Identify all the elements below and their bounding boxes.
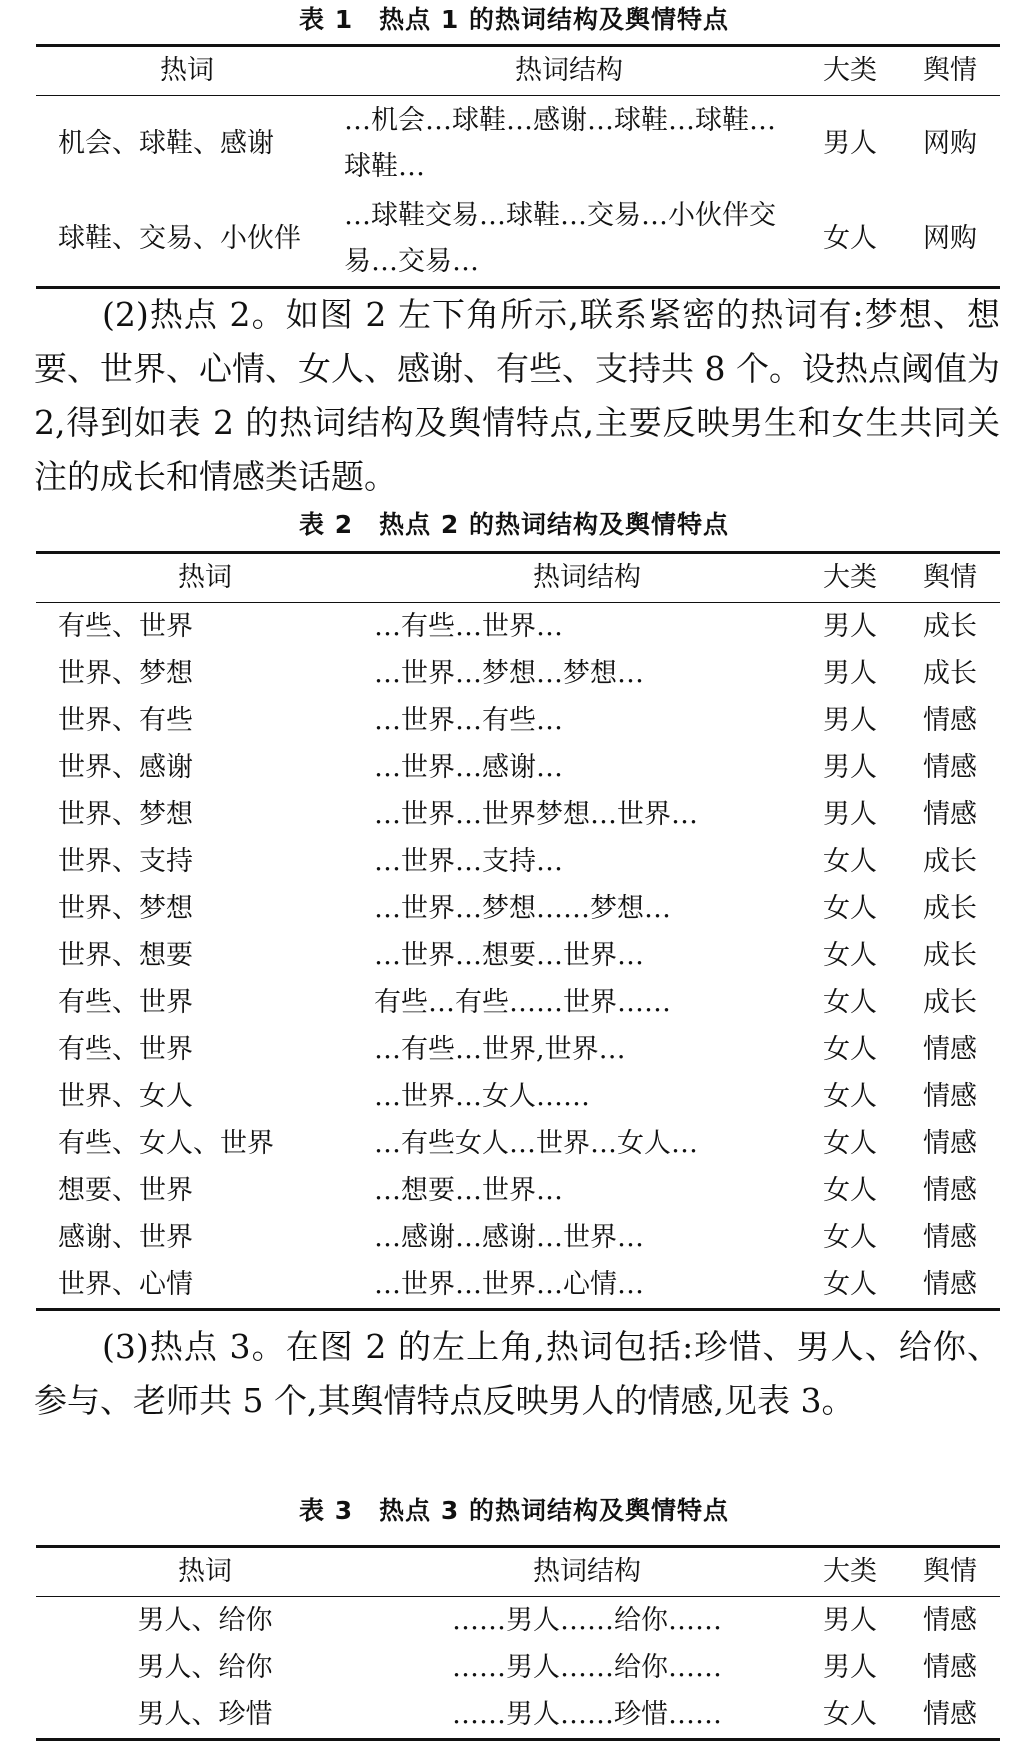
hot-words-cell: 想要、世界 <box>58 1174 193 1206</box>
hot-words-cell: 男人、珍惜 <box>36 1691 374 1740</box>
opinion-cell: 情感 <box>923 1033 977 1065</box>
hot-words-cell: 世界、心情 <box>36 1261 374 1310</box>
opinion-cell: 情感 <box>900 1691 1000 1740</box>
category-cell: 男人 <box>823 751 877 783</box>
hot-words-cell: 男人、给你 <box>137 1604 273 1636</box>
opinion-cell: 情感 <box>923 1221 977 1253</box>
opinion-cell: 网购 <box>900 191 1000 288</box>
table2-header-structure: 热词结构 <box>374 553 800 603</box>
category-cell: 男人 <box>823 704 877 736</box>
table1-caption: 表 1 热点 1 的热词结构及舆情特点 <box>299 5 729 34</box>
hot-words-cell: 世界、女人 <box>58 1080 193 1112</box>
word-structure-cell: …机会…球鞋…感谢…球鞋…球鞋…球鞋… <box>344 104 776 182</box>
table-row <box>36 885 1000 932</box>
table1-header-opinion: 舆情 <box>900 46 1000 96</box>
category-cell: 女人 <box>823 845 877 877</box>
category-cell: 男人 <box>823 1604 877 1636</box>
category-cell: 女人 <box>823 1080 877 1112</box>
opinion-cell: 情感 <box>923 1651 977 1683</box>
table-row <box>36 1597 1000 1645</box>
opinion-cell: 情感 <box>900 1261 1000 1310</box>
table-row <box>36 650 1000 697</box>
table3-caption: 表 3 热点 3 的热词结构及舆情特点 <box>299 1496 729 1525</box>
table-row <box>36 791 1000 838</box>
table-row <box>36 96 1000 192</box>
hot-words-cell: 机会、球鞋、感谢 <box>58 127 274 159</box>
word-structure-cell: …世界…女人…… <box>374 1080 590 1112</box>
category-cell: 女人 <box>823 986 877 1018</box>
opinion-cell: 成长 <box>923 845 977 877</box>
opinion-cell: 成长 <box>923 986 977 1018</box>
hot-words-cell: 世界、感谢 <box>58 751 193 783</box>
hot-words-cell: 世界、梦想 <box>58 892 193 924</box>
category-cell: 男人 <box>823 798 877 830</box>
hot-words-cell: 有些、世界 <box>58 610 193 642</box>
word-structure-cell: …有些女人…世界…女人… <box>374 1127 698 1159</box>
hot-words-cell: 有些、世界 <box>58 986 193 1018</box>
table2-header-opinion: 舆情 <box>900 553 1000 603</box>
table2-header-row <box>36 553 1000 603</box>
table1-header-words: 热词 <box>36 46 338 96</box>
category-cell: 男人 <box>823 657 877 689</box>
word-structure-cell: …世界…世界…心情… <box>374 1261 800 1310</box>
opinion-cell: 成长 <box>923 657 977 689</box>
table-row <box>36 744 1000 791</box>
category-cell: 女人 <box>823 939 877 971</box>
table-row <box>36 1691 1000 1740</box>
opinion-cell: 情感 <box>923 751 977 783</box>
table1 <box>36 44 1000 289</box>
word-structure-cell: …想要…世界… <box>374 1174 563 1206</box>
word-structure-cell: …世界…世界梦想…世界… <box>374 798 698 830</box>
table3 <box>36 1545 1000 1741</box>
table-row <box>36 979 1000 1026</box>
table3-header-category: 大类 <box>800 1547 900 1597</box>
hot-words-cell: 男人、给你 <box>137 1651 273 1683</box>
table1-header-row <box>36 46 1000 96</box>
table1-header-structure: 热词结构 <box>338 46 800 96</box>
word-structure-cell: …世界…梦想…梦想… <box>374 657 644 689</box>
hot-words-cell: 有些、世界 <box>58 1033 193 1065</box>
table-row <box>36 603 1000 651</box>
table-row <box>36 191 1000 288</box>
table3-header-structure: 热词结构 <box>374 1547 800 1597</box>
table-row <box>36 1073 1000 1120</box>
word-structure-cell: ……男人……给你…… <box>452 1604 722 1636</box>
table1-header-category: 大类 <box>800 46 900 96</box>
category-cell: 女人 <box>823 1174 877 1206</box>
category-cell: 女人 <box>800 1691 900 1740</box>
table3-header-opinion: 舆情 <box>900 1547 1000 1597</box>
table2-header-category: 大类 <box>800 553 900 603</box>
paragraph-hotspot2-text: (2)热点 2。如图 2 左下角所示,联系紧密的热词有:梦想、想要、世界、心情、女人、感谢、有些、支持共 8 个。设热点阈值为 2,得到如表 2 的热词结构及舆情特点,主要反映男生和女生共同关注的成长和情感类话题。 <box>34 295 1000 496</box>
table-row <box>36 697 1000 744</box>
paragraph-hotspot2 <box>34 288 1000 504</box>
table-row <box>36 932 1000 979</box>
table-row <box>36 1167 1000 1214</box>
table3-header-words: 热词 <box>36 1547 374 1597</box>
opinion-cell: 情感 <box>923 1604 977 1636</box>
opinion-cell: 网购 <box>923 127 977 159</box>
table-row <box>36 1214 1000 1261</box>
table-row <box>36 1261 1000 1310</box>
table3-header-row <box>36 1547 1000 1597</box>
word-structure-cell: …有些…世界… <box>374 610 563 642</box>
hot-words-cell: 世界、梦想 <box>58 798 193 830</box>
word-structure-cell: ……男人……给你…… <box>452 1651 722 1683</box>
table2-caption: 表 2 热点 2 的热词结构及舆情特点 <box>299 510 729 539</box>
category-cell: 女人 <box>823 1221 877 1253</box>
hot-words-cell: 世界、想要 <box>58 939 193 971</box>
opinion-cell: 成长 <box>923 610 977 642</box>
table-row <box>36 1644 1000 1691</box>
paragraph-hotspot3-text: (3)热点 3。在图 2 的左上角,热词包括:珍惜、男人、给你、参与、老师共 5 个,其舆情特点反映男人的情感,见表 3。 <box>34 1327 1000 1420</box>
word-structure-cell: …世界…有些… <box>374 704 563 736</box>
category-cell: 男人 <box>823 127 877 159</box>
word-structure-cell: …世界…梦想……梦想… <box>374 892 671 924</box>
table-row <box>36 1026 1000 1073</box>
opinion-cell: 情感 <box>923 704 977 736</box>
hot-words-cell: 世界、有些 <box>58 704 193 736</box>
word-structure-cell: …世界…想要…世界… <box>374 939 644 971</box>
category-cell: 男人 <box>823 1651 877 1683</box>
word-structure-cell: …有些…世界,世界… <box>374 1033 626 1065</box>
hot-words-cell: 世界、梦想 <box>58 657 193 689</box>
category-cell: 男人 <box>823 610 877 642</box>
table-row <box>36 838 1000 885</box>
category-cell: 女人 <box>800 1261 900 1310</box>
table2-header-words: 热词 <box>36 553 374 603</box>
opinion-cell: 情感 <box>923 1174 977 1206</box>
category-cell: 女人 <box>823 1033 877 1065</box>
table-row <box>36 1120 1000 1167</box>
hot-words-cell: 球鞋、交易、小伙伴 <box>36 191 338 288</box>
word-structure-cell: 有些…有些……世界…… <box>374 986 671 1018</box>
word-structure-cell: …感谢…感谢…世界… <box>374 1221 644 1253</box>
hot-words-cell: 有些、女人、世界 <box>58 1127 274 1159</box>
hot-words-cell: 感谢、世界 <box>58 1221 193 1253</box>
opinion-cell: 情感 <box>923 798 977 830</box>
paragraph-hotspot3 <box>34 1320 1000 1428</box>
table2 <box>36 551 1000 1311</box>
word-structure-cell: ……男人……珍惜…… <box>374 1691 800 1740</box>
category-cell: 女人 <box>823 1127 877 1159</box>
opinion-cell: 情感 <box>923 1080 977 1112</box>
opinion-cell: 成长 <box>923 939 977 971</box>
word-structure-cell: …世界…支持… <box>374 845 563 877</box>
opinion-cell: 情感 <box>923 1127 977 1159</box>
opinion-cell: 成长 <box>923 892 977 924</box>
category-cell: 女人 <box>823 892 877 924</box>
word-structure-cell: …球鞋交易…球鞋…交易…小伙伴交易…交易… <box>338 191 800 288</box>
word-structure-cell: …世界…感谢… <box>374 751 563 783</box>
category-cell: 女人 <box>800 191 900 288</box>
hot-words-cell: 世界、支持 <box>58 845 193 877</box>
